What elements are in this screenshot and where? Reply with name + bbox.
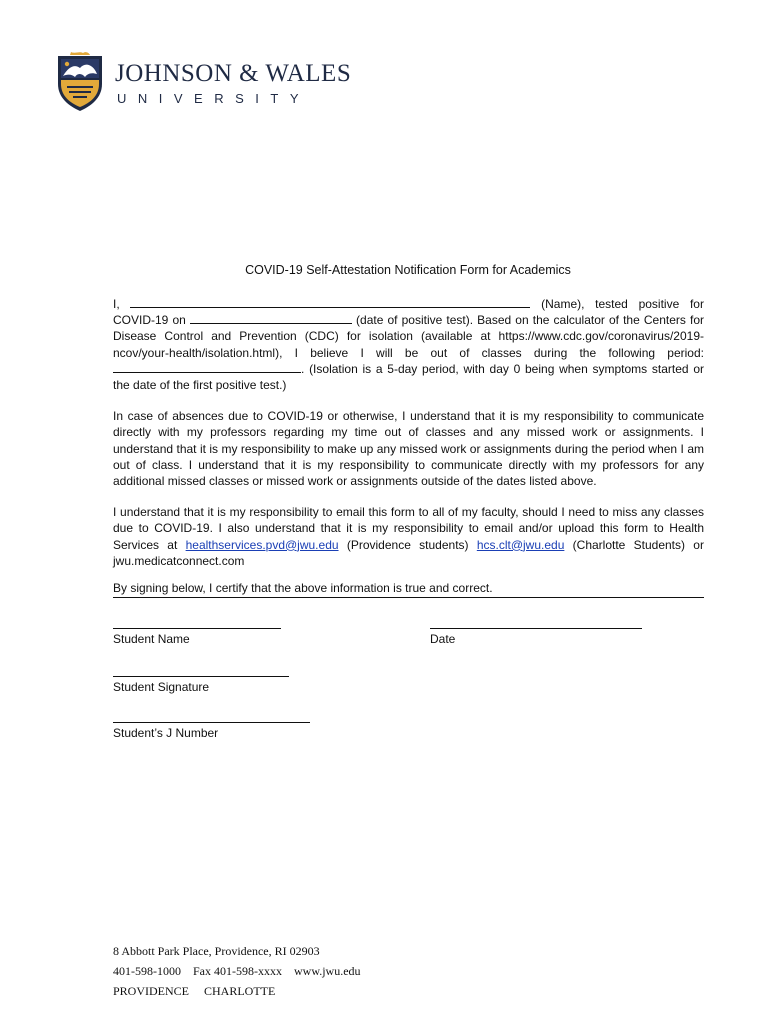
providence-label: (Providence students) [338,537,477,552]
email-providence-link[interactable]: healthservices.pvd@jwu.edu [185,537,339,552]
form-body [113,296,704,584]
date-suffix: (date of positive test). Based on the calculator of the Centers for Disease Control and Prevention (CDC) for isolation (available at https://www.cdc.gov/coronavirus/2019-ncov/your-health/isolation.html), I believe I will be out of classes during the following period: [113,313,705,360]
isolation-period-blank[interactable] [113,362,301,373]
name-suffix: (Name), tested positive for [541,297,704,311]
date-positive-blank[interactable] [190,313,352,324]
date-label: Date [430,632,456,646]
university-shield-icon [55,50,105,112]
divider [113,597,704,598]
logo-wordmark: JOHNSON & WALES [115,60,352,87]
paragraph-email [113,504,704,569]
student-signature-label: Student Signature [113,680,210,694]
footer-address: 8 Abbott Park Place, Providence, RI 02903 [113,944,320,958]
j-number-line[interactable] [113,722,310,723]
certify-statement: By signing below, I certify that the above information is true and correct. [113,581,493,595]
i-label: I, [113,297,120,311]
isolation-text: . (Isolation is a 5-day period, with day 0 being when symptoms started or the date of the first positive test.) [113,361,704,393]
j-number-label: Student’s J Number [113,726,219,740]
footer-campuses: PROVIDENCE CHARLOTTE [113,984,276,998]
paragraph-responsibility: In case of absences due to COVID-19 or otherwise, I understand that it is my responsibility to communicate directly with my professors regarding my time out of classes and any missed work or assignments. I understand that it is my responsibility to make up any missed work or assignments during the period when I am out of class. I understand that it is my responsibility to communicate directly with my professors for any additional missed classes or missed work or assignments outside of the dates listed above. [113,409,704,489]
footer-contact: 401-598-1000 Fax 401-598-xxxx www.jwu.edu [113,964,361,978]
email-charlotte-link[interactable]: hcs.clt@jwu.edu [476,537,565,552]
student-name-label: Student Name [113,632,190,646]
form-title: COVID-19 Self-Attestation Notification Form for Academics [245,263,571,277]
name-blank[interactable] [130,297,530,308]
date-line[interactable] [430,628,642,629]
email-lead: I understand that it is my responsibility to email this form to all of my faculty, should I need to miss any classes due to COVID-19. I also understand that it is my responsibility to email and/or upload this form to Health Services at [113,505,704,552]
covid-on-label: COVID-19 on [113,313,186,328]
paragraph-attestation [113,296,704,393]
charlotte-label: (Charlotte Students) or jwu.medicatconnect.com [113,537,704,568]
university-logo [55,50,352,112]
student-name-line[interactable] [113,628,281,629]
logo-subtitle: UNIVERSITY [117,91,311,106]
student-signature-line[interactable] [113,676,289,677]
